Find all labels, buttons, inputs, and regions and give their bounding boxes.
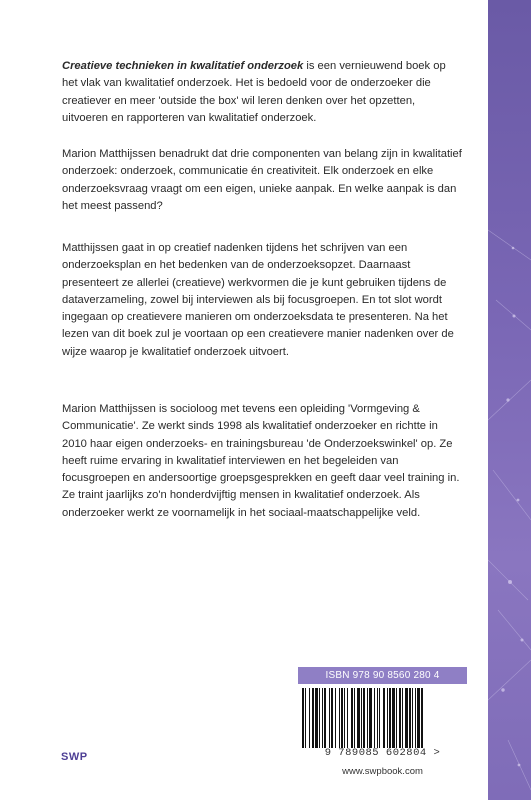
barcode-bar — [329, 688, 330, 748]
intro-text: is een vernieuwend boek op het vlak van kwalitatief onderzoek. Het is bedoeld voor de onderzoeker die creatiever en meer 'outside the box' wil leren denken over het opzetten, uitvoeren en rapporteren van kwalitatief onderzoek. — [62, 60, 446, 124]
barcode-bar — [363, 688, 365, 748]
barcode-bar — [409, 688, 411, 748]
barcode-bar — [302, 688, 304, 748]
isbn-label: ISBN 978 90 8560 280 4 — [298, 667, 467, 684]
barcode-bar — [351, 688, 353, 748]
barcode-bar — [383, 688, 385, 748]
barcode-bar — [335, 688, 336, 748]
barcode-bar — [331, 688, 333, 748]
barcode-bar — [405, 688, 408, 748]
barcode-bar — [324, 688, 326, 748]
barcode-bar — [421, 688, 423, 748]
barcode-bar — [309, 688, 310, 748]
barcode-bar — [357, 688, 360, 748]
barcode-bar — [392, 688, 395, 748]
barcode-bar — [389, 688, 391, 748]
barcode-bar — [396, 688, 397, 748]
content-paragraph — [62, 240, 464, 361]
author-bio-paragraph — [62, 401, 464, 522]
cover-spine-strip — [488, 0, 531, 800]
barcode-bar — [319, 688, 320, 748]
barcode-bar — [341, 688, 343, 748]
barcode-bar — [399, 688, 401, 748]
barcode-bar — [305, 688, 306, 748]
author-bio-text: Marion Matthijssen is socioloog met tevens een opleiding 'Vormgeving & Communicatie'. Ze werkt sinds 1998 als kwalitatief onderzoeker en richtte in 2010 haar eigen onderzoeks- en trainingsbureau 'de Onderzoekswinkel' op. Ze heeft ruime ervaring in kwalitatief interviewen en het begeleiden van focusgroepen en andersoortige groepsgesprekken en geeft daar veel training in. Ze traint jaarlijks zo'n honderdvijftig mensen in kwalitatief onderzoek. Als onderzoeker werkt ze voornamelijk in het sociaal-maatschappelijke veld. — [62, 403, 460, 519]
barcode-bar — [402, 688, 403, 748]
barcode-bar — [415, 688, 416, 748]
barcode-bar — [322, 688, 323, 748]
components-text: Marion Matthijssen benadrukt dat drie componenten van belang zijn in kwalitatief onderzoek: onderzoek, communicatie én creativiteit. Elk onderzoek en elke onderzoeksvraag vraagt om een eigen, unieke aanpak. En welke aanpak is dan het meest passend? — [62, 148, 462, 212]
barcode-digits: 9 789085 602804 > — [324, 747, 441, 759]
barcode-bar — [412, 688, 413, 748]
publisher-url: www.swpbook.com — [342, 766, 423, 777]
network-pattern-graphic — [488, 0, 531, 800]
barcode-bar — [367, 688, 368, 748]
barcode-bar — [379, 688, 380, 748]
intro-paragraph — [62, 58, 464, 127]
barcode-bar — [361, 688, 362, 748]
barcode-bar — [369, 688, 372, 748]
barcode-bar — [387, 688, 388, 748]
barcode-bar — [344, 688, 345, 748]
components-paragraph — [62, 146, 464, 215]
content-text: Matthijssen gaat in op creatief nadenken tijdens het schrijven van een onderzoeksplan en het bedenken van de onderzoeksopzet. Daarnaast presenteert ze allerlei (creatieve) werkvormen die je kunt gebruiken tijdens de dataverzameling, zowel bij interviewen als bij focusgroepen. En tot slot wordt ingegaan op creatievere manieren om onderzoeksdata te presenteren. Na het lezen van dit boek zul je voortaan op een creatievere manier nadenken over de wijze waarop je kwalitatief onderzoek uitvoert. — [62, 242, 454, 358]
barcode-bar — [312, 688, 314, 748]
barcode-bar — [347, 688, 348, 748]
barcode-bar — [377, 688, 378, 748]
barcode-graphic — [298, 688, 467, 748]
book-title-italic: Creatieve technieken in kwalitatief onderzoek — [62, 60, 304, 72]
barcode-bar — [417, 688, 420, 748]
barcode-bar — [374, 688, 375, 748]
barcode-bar — [354, 688, 355, 748]
barcode-bar — [339, 688, 340, 748]
publisher-logo: SWP — [61, 751, 88, 763]
barcode-bar — [315, 688, 318, 748]
